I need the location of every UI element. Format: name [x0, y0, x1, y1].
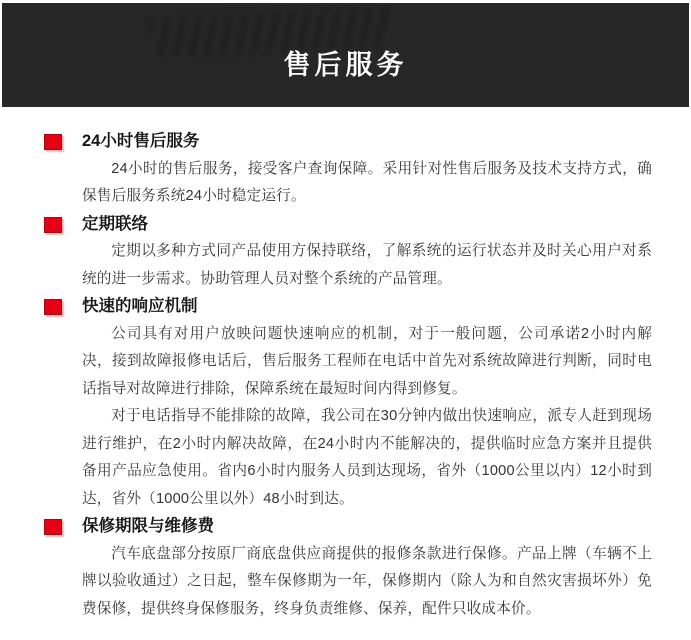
- section-paragraph: 对于电话指导不能排除的故障，我公司在30分钟内做出快速响应，派专人赶到现场进行维护，在2小时内解决故障，在24小时内不能解决的，提供临时应急方案并且提供备用产品应急使用。省内6小时内服务人员到达现场，省外（1000公里以内）12小时到达，省外（1000公里以外）48小时到达。: [82, 408, 652, 507]
- section-heading: [82, 293, 652, 321]
- section-heading: [82, 128, 652, 156]
- red-square-bullet-icon: [44, 519, 62, 535]
- section-24h-service: [82, 128, 652, 211]
- section-heading: [82, 513, 652, 541]
- section-paragraph: 汽车底盘部分按原厂商底盘供应商提供的报修条款进行保修。产品上牌（车辆不上牌以验收通过）之日起，整车保修期为一年，保修期内（除人为和自然灾害损坏外）免费保修，提供终身保修服务，终身负责维修、保养，配件只收成本价。: [82, 545, 652, 617]
- red-square-bullet-icon: [44, 134, 62, 150]
- section-title-text: 快速的响应机制: [82, 297, 198, 315]
- section-heading: [82, 211, 652, 239]
- section-paragraph: 公司具有对用户放映问题快速响应的机制，对于一般问题，公司承诺2小时内解决，接到故障报修电话后，售后服务工程师在电话中首先对系统故障进行判断，同时电话指导对故障进行排除，保障系统在最短时间内得到修复。: [82, 325, 652, 397]
- section-title-text: 24小时售后服务: [82, 132, 200, 150]
- red-square-bullet-icon: [44, 299, 62, 315]
- red-square-bullet-icon: [44, 217, 62, 233]
- section-warranty-fees: [82, 513, 652, 623]
- section-paragraph: 定期以多种方式同产品使用方保持联络，了解系统的运行状态并及时关心用户对系统的进一步需求。协助管理人员对整个系统的产品管理。: [82, 243, 652, 287]
- section-paragraph: 24小时的售后服务，接受客户查询保障。采用针对性售后服务及技术支持方式，确保售后服务系统24小时稳定运行。: [82, 160, 652, 204]
- section-title-text: 保修期限与维修费: [82, 517, 214, 535]
- section-regular-contact: [82, 211, 652, 294]
- document-body: [0, 107, 691, 623]
- section-title-text: 定期联络: [82, 214, 148, 233]
- banner-title: 售后服务: [283, 50, 408, 80]
- section-banner: [2, 3, 689, 107]
- section-fast-response: [82, 293, 652, 513]
